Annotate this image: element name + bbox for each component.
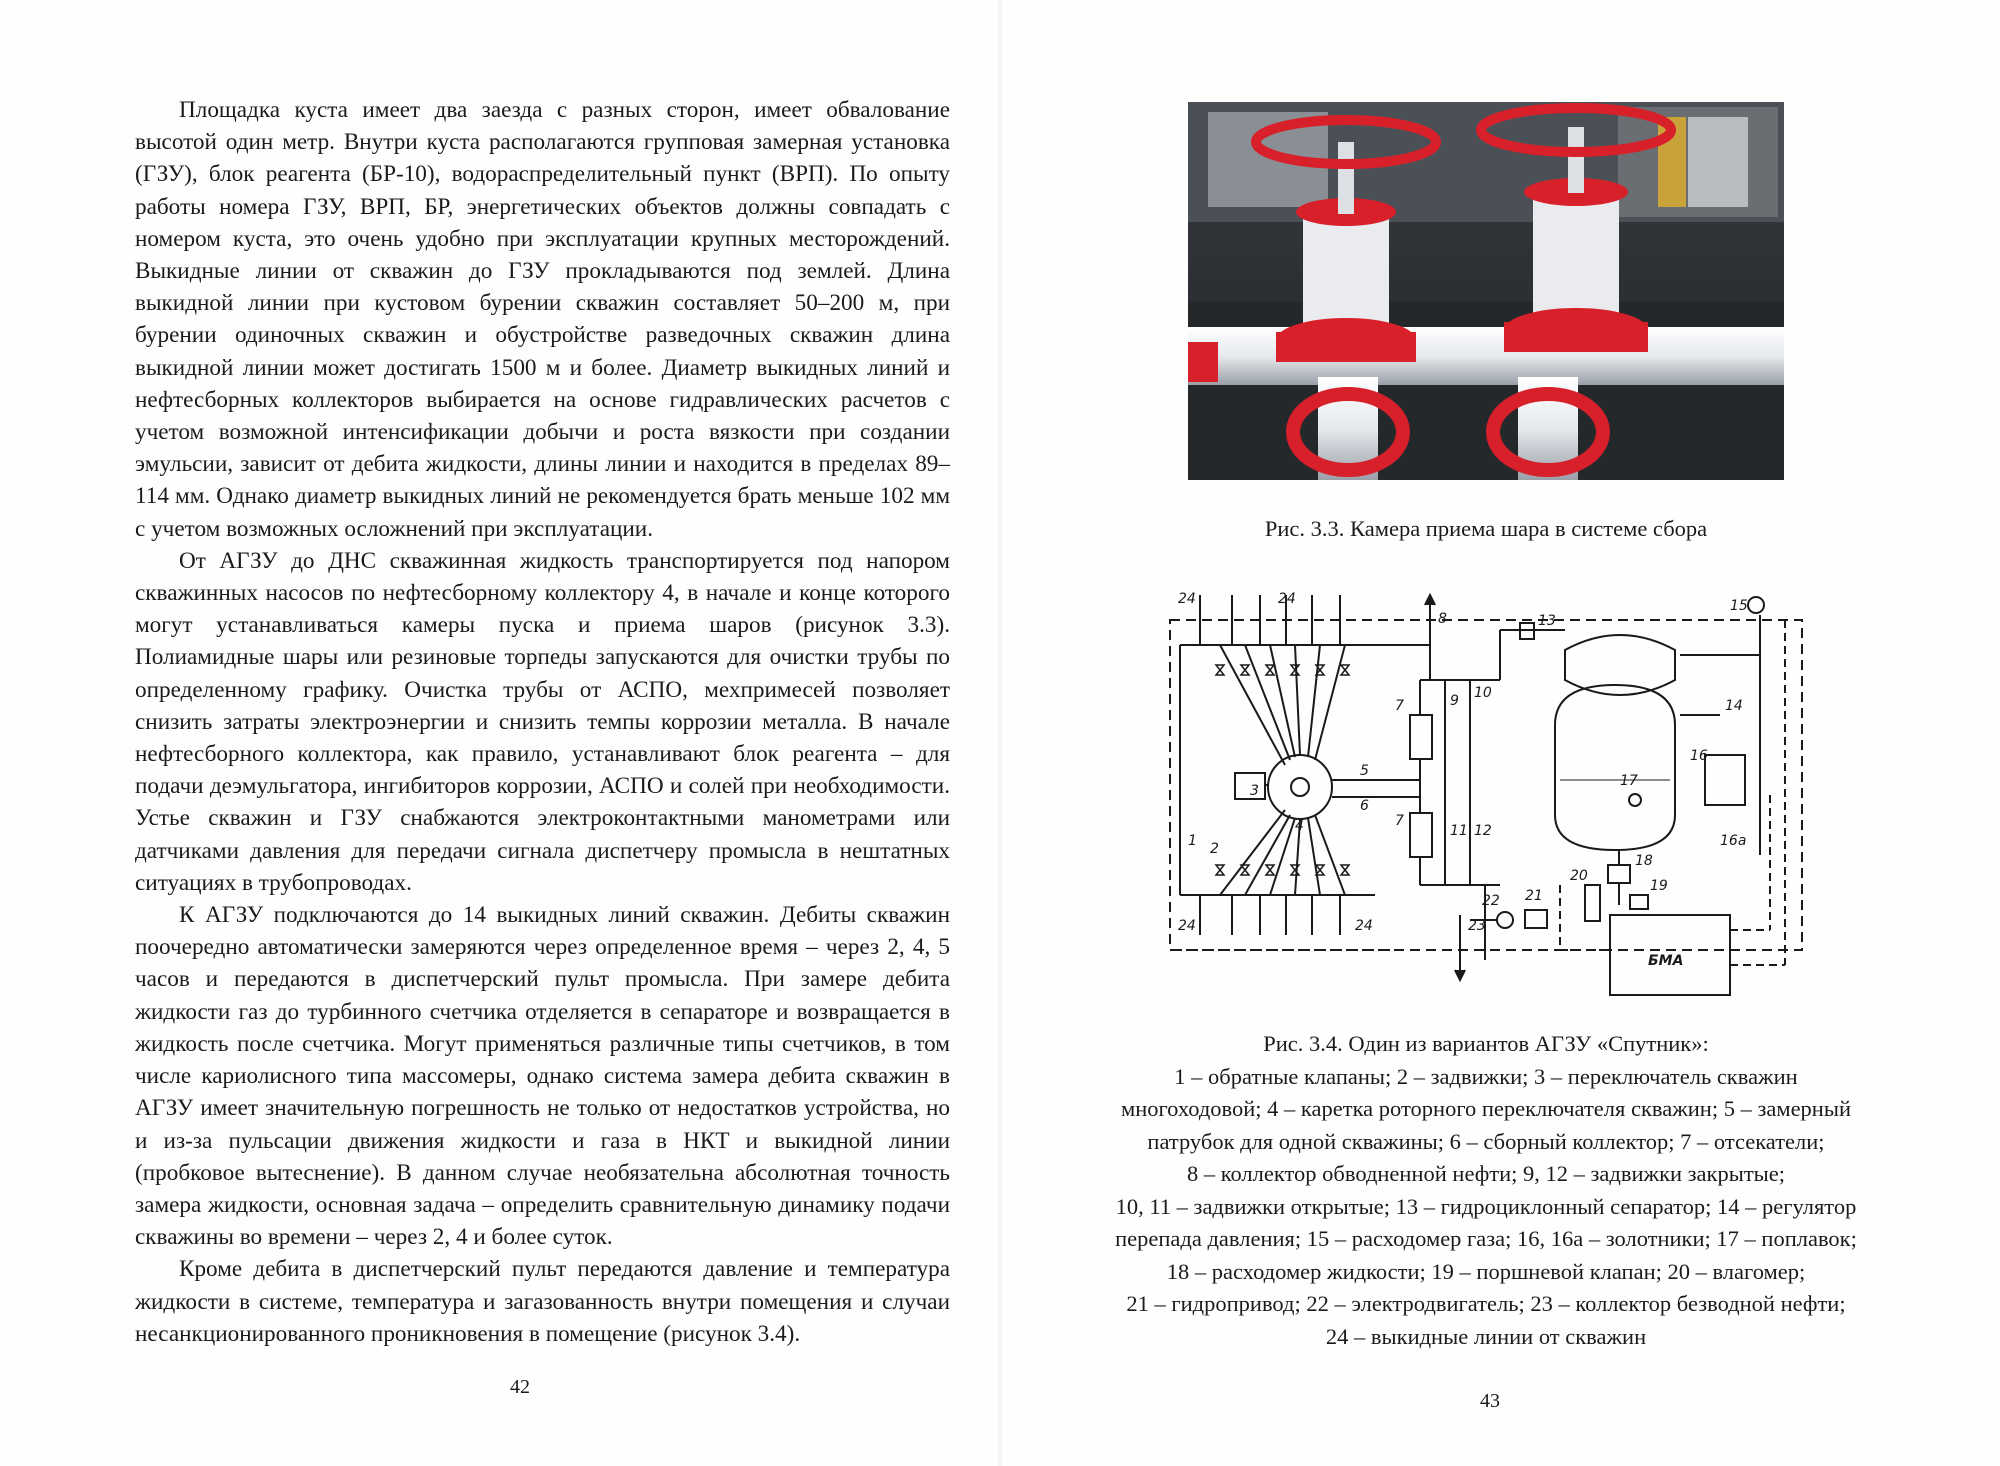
legend-line: 1 – обратные клапаны; 2 – задвижки; 3 – переключатель скважин (1174, 1063, 1798, 1089)
electric-motor (1497, 912, 1513, 928)
label-9: 9 (1450, 693, 1459, 709)
bottom-well-lines (1195, 895, 1375, 935)
legend-line: 10, 11 – задвижки открытые; 13 – гидроциклонный сепаратор; 14 – регулятор (1115, 1193, 1857, 1219)
gas-flowmeter (1748, 597, 1764, 613)
label-3: 3 (1250, 783, 1259, 799)
label-20: 20 (1570, 868, 1588, 884)
legend-line: 18 – расходомер жидкости; 19 – поршневой клапан; 20 – влагомер; (1166, 1258, 1806, 1284)
left-page-body (135, 94, 950, 1350)
legend-line: 24 – выкидные линии от скважин (1325, 1323, 1647, 1349)
paragraph: Площадка куста имеет два заезда с разных сторон, имеет обвалование высотой один метр. Внутри куста располагаются групповая замерная установка (ГЗУ), блок реагента (БР-10), водораспределительный пункт (ВРП). По опыту работы номера ГЗУ, ВРП, БР, энергетических объектов должны совпадать с номером куста, это очень удобно при эксплуатации крупных месторождений. Выкидные линии от скважин до ГЗУ прокладываются под землей. Длина выкидной линии при кустовом бурении скважин составляет 50–200 м, при бурении одиночных скважин и обустройстве разведочных скважин длина выкидной линии может достигать 1500 м и более. Диаметр выкидных линий и нефтесборных коллекторов выбирается на основе гидравлических расчетов с учетом возможной интенсификации добычи и роста вязкости при создании эмульсии, зависит от дебита жидкости, длины линии и находится в пределах 89–114 мм. Однако диаметр выкидных линий не рекомендуется брать меньше 102 мм с учетом возможных осложнений при эксплуатации. (135, 97, 950, 542)
label-10: 10 (1474, 685, 1492, 701)
legend-line: многоходовой; 4 – каретка роторного переключателя скважин; 5 – замерный (1120, 1096, 1852, 1121)
label-17: 17 (1620, 773, 1638, 789)
label-14: 14 (1725, 698, 1743, 714)
label-15: 15 (1730, 598, 1748, 614)
spool-16 (1705, 755, 1745, 805)
label-24: 24 (1178, 591, 1196, 607)
page-number-left: 42 (510, 1376, 530, 1398)
label-7: 7 (1395, 698, 1404, 714)
legend-line: 8 – коллектор обводненной нефти; 9, 12 – задвижки закрытые; (1186, 1161, 1786, 1186)
label-16: 16 (1690, 748, 1708, 764)
moisture-meter (1585, 885, 1600, 921)
cutoff-7-lower (1410, 813, 1432, 857)
legend-line: патрубок для одной скважины; 6 – сборный коллектор; 7 – отсекатели; (1147, 1128, 1825, 1154)
switch-carriage (1291, 778, 1309, 796)
label-2: 2 (1210, 841, 1219, 857)
cutoff-7-upper (1410, 715, 1432, 759)
label-6: 6 (1360, 798, 1369, 814)
liquid-flowmeter (1608, 865, 1630, 883)
label-4: 4 (1295, 818, 1304, 834)
label-1: 1 (1188, 833, 1197, 849)
legend-line: 21 – гидропривод; 22 – электродвигатель; 23 – коллектор безводной нефти; (1126, 1291, 1846, 1316)
switch-radial-pipes (1180, 645, 1345, 895)
label-21: 21 (1525, 888, 1543, 904)
page-number-right: 43 (1480, 1390, 1500, 1412)
label-18: 18 (1635, 853, 1653, 869)
label-24: 24 (1355, 918, 1373, 934)
label-19: 19 (1650, 878, 1668, 894)
diagram-agzu-sputnik (1160, 585, 1810, 1000)
label-5: 5 (1360, 763, 1369, 779)
paragraph: Кроме дебита в диспетчерский пульт передаются давление и температура жидкости в системе, температура и загазованность внутри помещения и случаи несанкционированного проникновения в помещение (рисунок 3.4). (135, 1256, 950, 1347)
label-13: 13 (1538, 613, 1556, 629)
label-16a: 16а (1720, 833, 1747, 849)
hydraulic-drive (1525, 910, 1547, 928)
label-11: 11 (1450, 823, 1468, 839)
paragraph: К АГЗУ подключаются до 14 выкидных линий скважин. Дебиты скважин поочередно автоматически замеряются через определенное время – через 2, 4, 5 часов и передаются в диспетчерский пульт промысла. При замере дебита жидкости газ до турбинного счетчика отделяется в сепараторе и возвращается в жидкость после счетчика. Могут применяться различные типы счетчиков, в том числе кариолисного типа массомеры, однако система замера дебита скважин в АГЗУ имеет значительную погрешность не только от недостатков устройства, но и из-за пульсации движения жидкости и газа в НКТ и выкидной линии (пробковое вытеснение). В данном случае необязательна абсолютная точность замера жидкости, основная задача – определить сравнительную динамику подачи скважины во времени – через 2, 4 и более суток. (135, 902, 950, 1251)
legend-line: перепада давления; 15 – расходомер газа; 16, 16а – золотники; 17 – поплавок; (1115, 1226, 1857, 1251)
label-24: 24 (1278, 591, 1296, 607)
label-22: 22 (1482, 893, 1500, 909)
figure-3-4-caption (1060, 1028, 1912, 1353)
figure-3-3-caption: Рис. 3.3. Камера приема шара в системе сбора (1264, 516, 1708, 541)
photo-ball-receiver-chamber (1188, 102, 1784, 480)
label-8: 8 (1438, 611, 1447, 627)
label-bma: БМА (1648, 953, 1684, 969)
switch-circle (1268, 755, 1332, 819)
label-7: 7 (1395, 813, 1404, 829)
paragraph: От АГЗУ до ДНС скважинная жидкость транспортируется под напором скважинных насосов по нефтесборному коллектору 4, в начале и конце которого могут устанавливаться камеры пуска и приема шаров (рисунок 3.3). Полиамидные шары или резиновые торпеды запускаются для очистки трубы по определенному графику. Очистка трубы от АСПО, мехпримесей позволяет снизить затраты электроэнергии и снизить темпы коррозии металла. В начале нефтесборного коллектора, как правило, устанавливают блок реагента – для подачи деэмульгатора, ингибиторов коррозии, АСПО и солей при необходимости. Устье скважин и ГЗУ снабжаются электроконтактными манометрами или датчиками давления для передачи сигнала диспетчеру промысла в нештатных ситуациях в трубопроводах. (135, 547, 950, 896)
label-24: 24 (1178, 918, 1196, 934)
label-12: 12 (1474, 823, 1492, 839)
label-23: 23 (1468, 918, 1486, 934)
separator-body (1555, 685, 1675, 850)
book-spine (998, 0, 1002, 1466)
figure-3-4-title: Рис. 3.4. Один из вариантов АГЗУ «Спутник»: (1263, 1031, 1709, 1056)
